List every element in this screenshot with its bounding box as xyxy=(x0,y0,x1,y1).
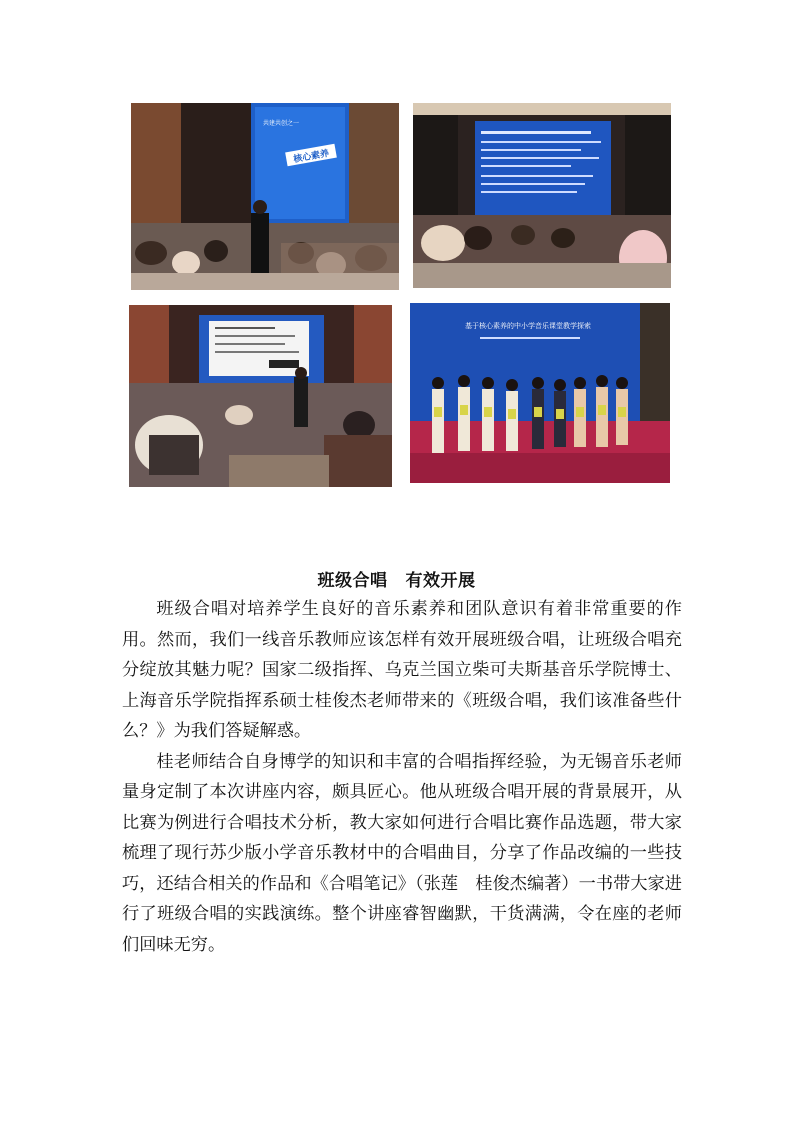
heading-part-2: 有效开展 xyxy=(405,571,476,591)
heading-part-1: 班级合唱 xyxy=(317,571,388,591)
svg-text:核心素养: 核心素养 xyxy=(292,148,330,166)
lecture-photo-core-literacy xyxy=(131,103,399,290)
section-heading xyxy=(0,566,793,591)
svg-text:基于核心素养的中小学音乐课堂教学探索: 基于核心素养的中小学音乐课堂教学探索 xyxy=(465,322,591,330)
paragraph: 班级合唱对培养学生良好的音乐素养和团队意识有着非常重要的作用。然而，我们一线音乐教师应该怎样有效开展班级合唱，让班级合唱充分绽放其魅力呢？国家二级指挥、乌克兰国立柴可夫斯基音乐学院博士、上海音乐学院指挥系硕士桂俊杰老师带来的《班级合唱，我们该准备些什么？》为我们答疑解惑。 xyxy=(122,599,682,741)
paragraph: 桂老师结合自身博学的知识和丰富的合唱指挥经验，为无锡音乐老师量身定制了本次讲座内容，颇具匠心。他从班级合唱开展的背景展开，从比赛为例进行合唱技术分析，教大家如何进行合唱比赛作品选题，带大家梳理了现行苏少版小学音乐教材中的合唱曲目，分享了作品改编的一些技巧，还结合相关的作品和《合唱笔记》（张莲 桂俊杰编著）一书带大家进行了班级合唱的实践演练。整个讲座睿智幽默，干货满满，令在座的老师们回味无穷。 xyxy=(122,751,682,955)
group-photo-teachers xyxy=(410,303,670,483)
svg-text:共建共创之一: 共建共创之一 xyxy=(263,120,300,127)
lecture-photo-audience xyxy=(129,305,392,487)
lecture-photo-slide-text xyxy=(413,103,671,288)
article-body xyxy=(122,594,682,960)
